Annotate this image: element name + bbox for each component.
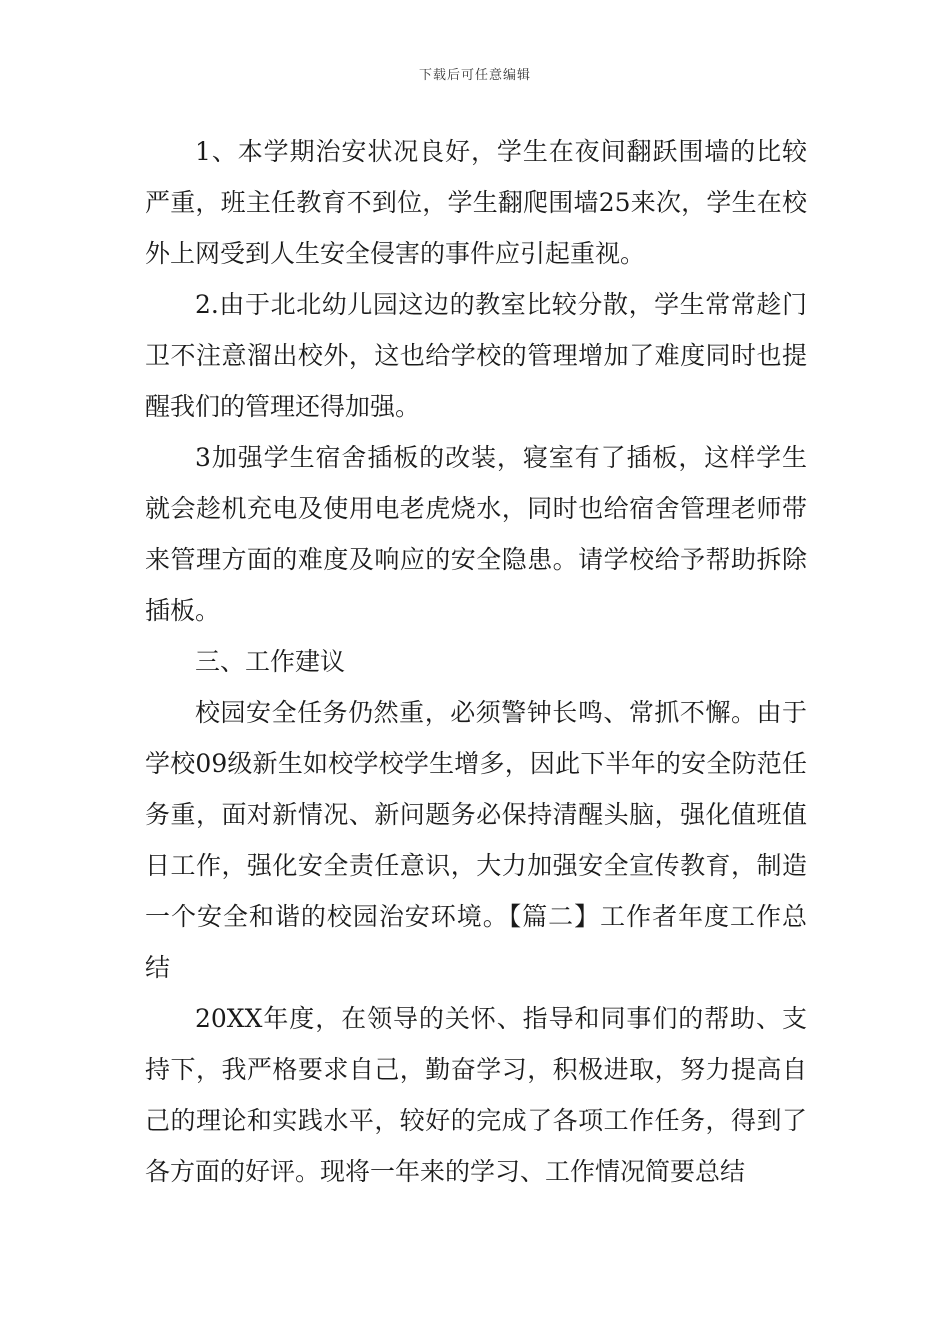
paragraph-dormitory-sockets: 3加强学生宿舍插板的改装，寝室有了插板，这样学生就会趁机充电及使用电老虎烧水，同时也给宿舍管理老师带来管理方面的难度及响应的安全隐患。请学校给予帮助拆除插板。 xyxy=(145,443,807,625)
section-heading-suggestions: 三、工作建议 xyxy=(195,647,346,676)
document-body xyxy=(145,126,807,1197)
paragraph-safety-status: 1、本学期治安状况良好，学生在夜间翻跃围墙的比较严重，班主任教育不到位，学生翻爬围墙25来次，学生在校外上网受到人生安全侵害的事件应引起重视。 xyxy=(145,137,807,268)
paragraph-campus-safety: 校园安全任务仍然重，必须警钟长鸣、常抓不懈。由于学校09级新生如校学校学生增多，因此下半年的安全防范任务重，面对新情况、新问题务必保持清醒头脑，强化值班值日工作，强化安全责任意识，大力加强安全宣传教育，制造一个安全和谐的校园治安环境。【篇二】工作者年度工作总结 xyxy=(145,698,807,982)
page-header-note: 下载后可任意编辑 xyxy=(418,68,531,83)
paragraph-annual-summary: 20XX年度，在领导的关怀、指导和同事们的帮助、支持下，我严格要求自己，勤奋学习，积极进取，努力提高自己的理论和实践水平，较好的完成了各项工作任务，得到了各方面的好评。现将一年来的学习、工作情况简要总结 xyxy=(145,1004,807,1186)
paragraph-kindergarten-classrooms: 2.由于北北幼儿园这边的教室比较分散，学生常常趁门卫不注意溜出校外，这也给学校的管理增加了难度同时也提醒我们的管理还得加强。 xyxy=(145,290,807,421)
